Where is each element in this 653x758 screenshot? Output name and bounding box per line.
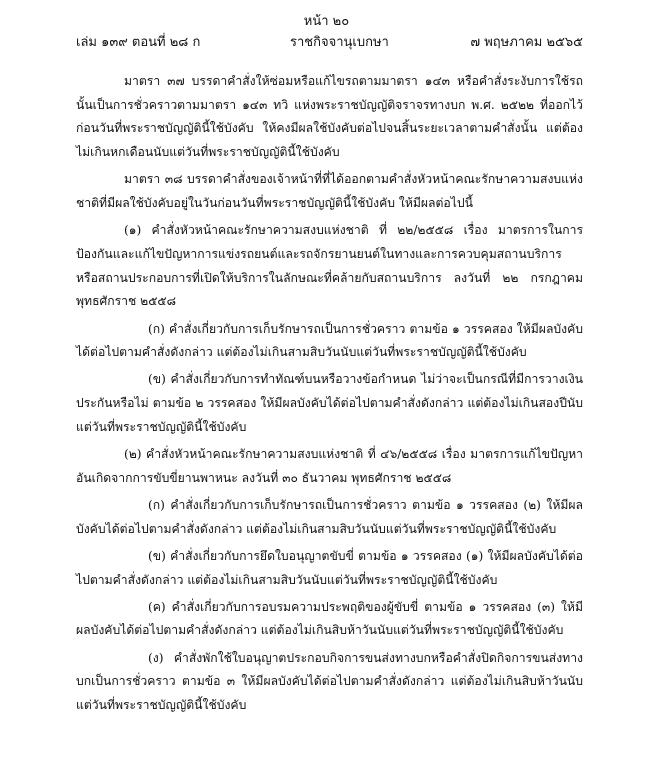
paragraph-item-2c: (ค) คำสั่งเกี่ยวกับการอบรมความประพฤติของผู้ขับขี่ ตามข้อ ๑ วรรคสอง (๓) ให้มีผลบังคับได้ต่อไปตามคำสั่งดังกล่าว แต่ต้องไม่เกินสิบห้าวันนับแต่วันที่พระราชบัญญัตินี้ใช้บังคับ (76, 599, 583, 638)
paragraph-item-1a: (ก) คำสั่งเกี่ยวกับการเก็บรักษารถเป็นการชั่วคราว ตามข้อ ๑ วรรคสอง ให้มีผลบังคับได้ต่อไปตามคำสั่งดังกล่าว แต่ต้องไม่เกินสามสิบวันนับแต่วันที่พระราชบัญญัตินี้ใช้บังคับ (76, 321, 583, 360)
paragraph-section-37: มาตรา ๓๗ บรรดาคำสั่งให้ซ่อมหรือแก้ไขรถตามมาตรา ๑๔๓ หรือคำสั่งระงับการใช้รถนั้นเป็นการชั่วคราวตามมาตรา ๑๔๓ ทวิ แห่งพระราชบัญญัติจราจรทางบก พ.ศ. ๒๕๒๒ ที่ออกไว้ก่อนวันที่พระราชบัญญัตินี้ใช้บังคับ ให้คงมีผลใช้บังคับต่อไปจนสิ้นระยะเวลาตามคำสั่งนั้น แต่ต้องไม่เกินหกเดือนนับแต่วันที่พระราชบัญญัตินี้ใช้บังคับ (76, 74, 583, 160)
page-number: หน้า ๒๐ (303, 14, 350, 29)
paragraph-item-2b: (ข) คำสั่งเกี่ยวกับการยึดใบอนุญาตขับขี่ ตามข้อ ๑ วรรคสอง (๑) ให้มีผลบังคับได้ต่อไปตามคำสั่งดังกล่าว แต่ต้องไม่เกินสามสิบวันนับแต่วันที่พระราชบัญญัตินี้ใช้บังคับ (76, 548, 583, 587)
gazette-name: ราชกิจจานุเบกษา (290, 35, 389, 50)
paragraph-item-1b: (ข) คำสั่งเกี่ยวกับการทำทัณฑ์บนหรือวางข้อกำหนด ไม่ว่าจะเป็นกรณีที่มีการวางเงินประกันหรือไม่ ตามข้อ ๒ วรรคสอง ให้มีผลบังคับได้ต่อไปตามคำสั่งดังกล่าว แต่ต้องไม่เกินสองปีนับแต่วันที่พระราชบัญญัตินี้ใช้บังคับ (76, 372, 583, 434)
paragraph-item-2a: (ก) คำสั่งเกี่ยวกับการเก็บรักษารถเป็นการชั่วคราว ตามข้อ ๑ วรรคสอง (๒) ให้มีผลบังคับได้ต่อไปตามคำสั่งดังกล่าว แต่ต้องไม่เกินสามสิบวันนับแต่วันที่พระราชบัญญัตินี้ใช้บังคับ (76, 497, 583, 536)
paragraph-item-2d: (ง) คำสั่งพักใช้ใบอนุญาตประกอบกิจการขนส่งทางบกหรือคำสั่งปิดกิจการขนส่งทางบกเป็นการชั่วคราว ตามข้อ ๓ ให้มีผลบังคับได้ต่อไปตามคำสั่งดังกล่าว แต่ต้องไม่เกินสิบห้าวันนับแต่วันที่พระราชบัญญัตินี้ใช้บังคับ (76, 650, 583, 713)
paragraph-section-38: มาตรา ๓๘ บรรดาคำสั่งของเจ้าหน้าที่ที่ได้ออกตามคำสั่งหัวหน้าคณะรักษาความสงบแห่งชาติที่มีผลใช้บังคับอยู่ในวันก่อนวันที่พระราชบัญญัตินี้ใช้บังคับ ให้มีผลต่อไปนี้ (76, 172, 583, 211)
paragraph-item-1: (๑) คำสั่งหัวหน้าคณะรักษาความสงบแห่งชาติ ที่ ๒๒/๒๕๕๘ เรื่อง มาตรการในการป้องกันและแก้ไขปัญหาการแข่งรถยนต์และรถจักรยานยนต์ในทางและการควบคุมสถานบริการหรือสถานประกอบการที่เปิดให้บริการในลักษณะที่คล้ายกับสถานบริการ ลงวันที่ ๒๒ กรกฎาคม พุทธศักราช ๒๕๕๘ (76, 223, 583, 309)
document-body (76, 70, 583, 721)
publication-date: ๗ พฤษภาคม ๒๕๖๕ (470, 35, 583, 50)
volume-issue: เล่ม ๑๓๙ ตอนที่ ๒๘ ก (76, 35, 201, 50)
paragraph-item-2: (๒) คำสั่งหัวหน้าคณะรักษาความสงบแห่งชาติ ที่ ๔๖/๒๕๕๘ เรื่อง มาตรการแก้ไขปัญหาอันเกิดจากการขับขี่ยานพาหนะ ลงวันที่ ๓๐ ธันวาคม พุทธศักราช ๒๕๕๘ (76, 447, 583, 485)
